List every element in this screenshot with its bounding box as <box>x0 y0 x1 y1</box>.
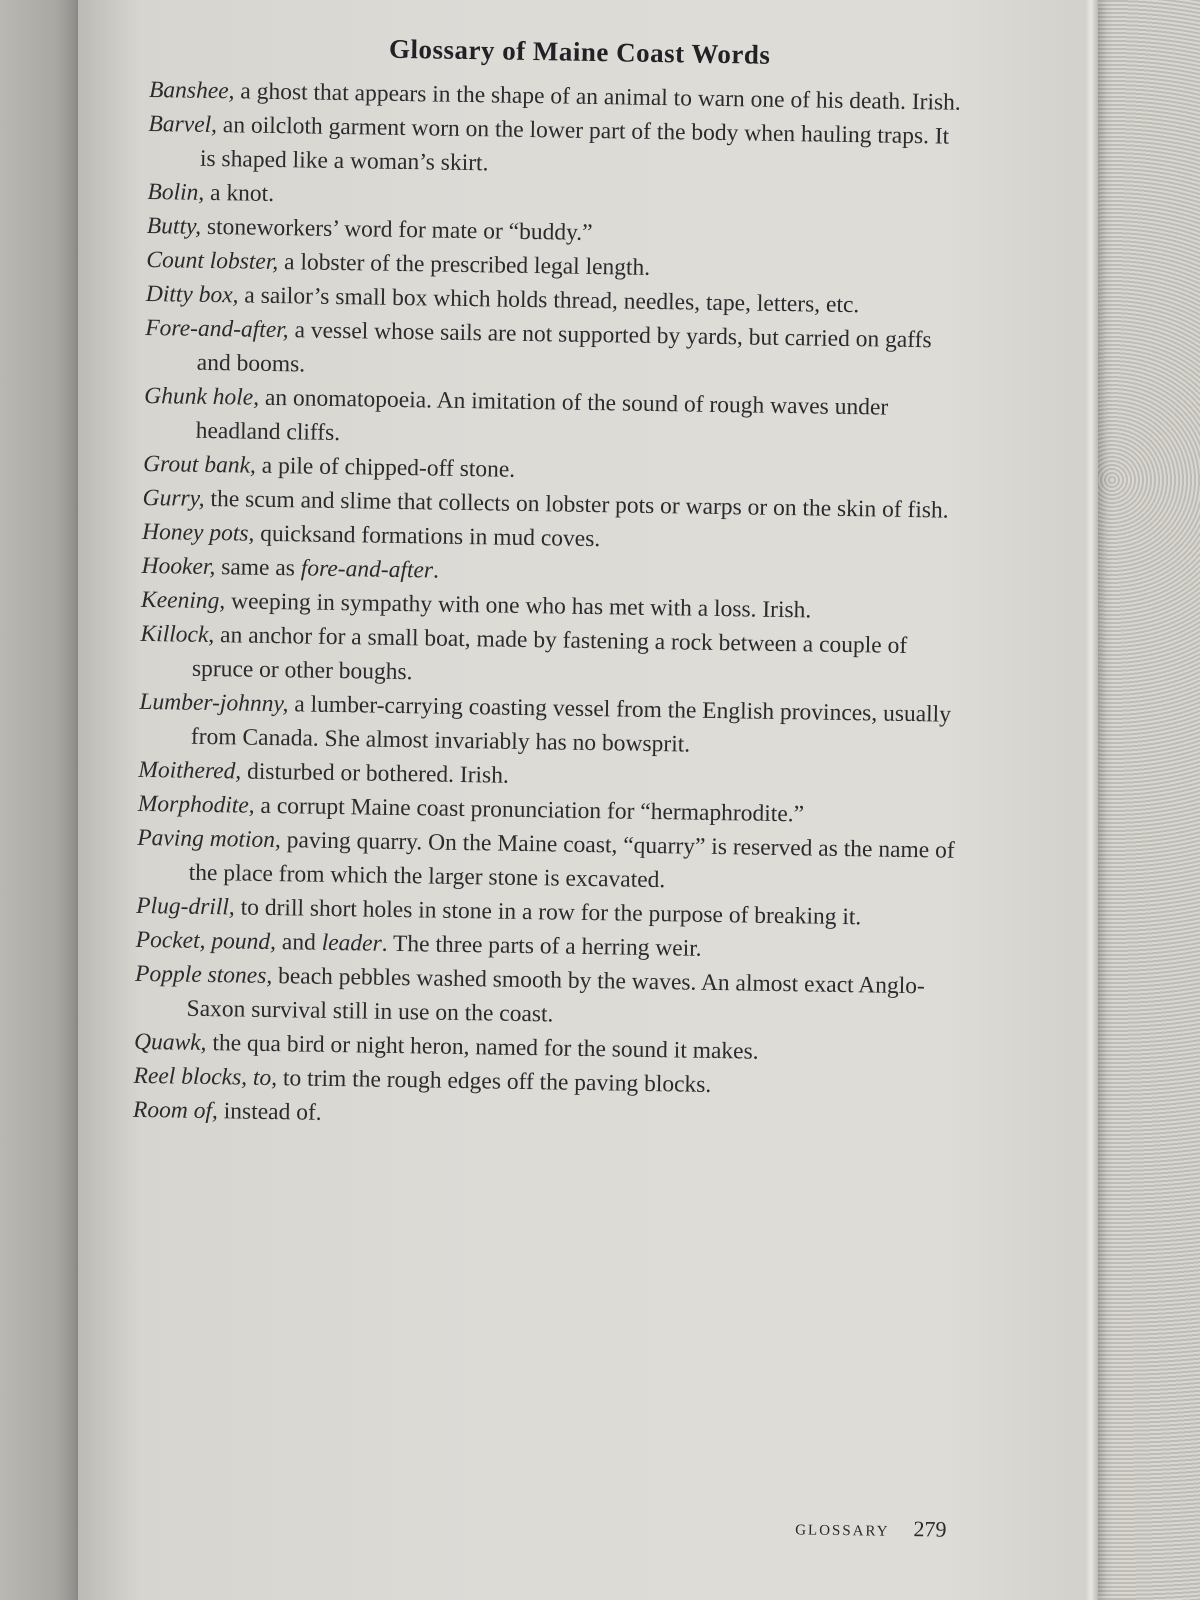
glossary-entry <box>139 685 960 766</box>
entry-term: Pocket, <box>135 926 206 954</box>
entry-definition: an oilcloth garment worn on the lower part of the body when hauling traps. It is shaped like a woman’s skirt. <box>199 112 950 177</box>
entry-term: Reel blocks, to, <box>133 1062 278 1092</box>
entry-term: Lumber-johnny, <box>139 688 289 718</box>
entry-definition: a vessel whose sails are not supported by yards, but carried on gaffs and booms. <box>196 317 932 378</box>
entry-term: Honey pots, <box>141 518 255 547</box>
entry-term: Ghunk hole, <box>144 382 260 411</box>
entry-term: Keening, <box>140 586 226 615</box>
entry-definition: beach pebbles washed smooth by the waves. An almost exact Anglo-Saxon survival still in use on the coast. <box>186 963 925 1028</box>
entry-definition: to drill short holes in stone in a row for the purpose of breaking it. <box>234 894 862 931</box>
entry-definition: same as <box>215 554 302 582</box>
page-title: Glossary of Maine Coast Words <box>388 33 771 70</box>
running-head: GLOSSARY <box>795 1522 890 1540</box>
page-edge <box>1084 0 1098 1600</box>
entry-term: Quawk, <box>133 1028 207 1057</box>
book-page <box>78 0 1098 1600</box>
entry-term: Killock, <box>140 620 215 649</box>
entry-definition: a sailor’s small box which holds thread, needles, tape, letters, etc. <box>238 282 860 319</box>
entry-term: Room of, <box>132 1096 219 1125</box>
entry-definition: a knot. <box>204 179 275 207</box>
entry-term: Moithered, <box>138 756 242 785</box>
entry-definition: the qua bird or night heron, named for the sound it makes. <box>206 1030 759 1065</box>
left-page-gutter <box>0 0 80 1600</box>
glossary-entry <box>134 957 955 1038</box>
entry-term: Bolin, <box>147 178 205 206</box>
entry-definition: quicksand formations in mud coves. <box>254 520 601 553</box>
entry-definition: an onomatopoeia. An imitation of the sound of rough waves under headland cliffs. <box>195 384 889 447</box>
entry-definition: a pile of chipped-off stone. <box>255 452 516 483</box>
entry-definition: weeping in sympathy with one who has met with a loss. Irish. <box>225 588 812 624</box>
entry-term: Gurry, <box>142 484 205 512</box>
entry-term: Hooker, <box>141 552 216 581</box>
entry-definition: a ghost that appears in the shape of an animal to warn one of his death. Irish. <box>234 78 962 116</box>
entry-definition: . The three parts of a herring weir. <box>381 930 702 962</box>
entry-definition: a lobster of the prescribed legal length. <box>278 249 651 281</box>
glossary-list <box>133 73 969 1140</box>
glossary-entry <box>140 617 961 698</box>
entry-term: Grout bank, <box>142 450 257 479</box>
glossary-entry <box>145 311 966 392</box>
entry-definition: and <box>275 929 322 956</box>
glossary-entry <box>137 821 958 902</box>
entry-italic-term: fore-and-after <box>300 555 434 584</box>
entry-term: Popple stones, <box>134 960 273 990</box>
entry-italic-term: pound, <box>211 928 277 956</box>
page-content <box>126 30 969 1543</box>
entry-definition: stoneworkers’ word for mate or “buddy.” <box>200 213 593 246</box>
glossary-entry <box>148 107 969 188</box>
carpet-background <box>1090 0 1200 1600</box>
entry-definition: to trim the rough edges off the paving blocks. <box>276 1065 712 1098</box>
entry-term: Fore-and-after, <box>145 314 289 344</box>
entry-definition: an anchor for a small boat, made by fastening a rock between a couple of spruce or other boughs. <box>191 622 908 686</box>
entry-definition: a lumber-carrying coasting vessel from the English provinces, usually from Canada. She almost invariably has no bowsprit. <box>190 691 952 758</box>
entry-term: Paving motion, <box>137 824 282 854</box>
entry-term: Barvel, <box>148 110 218 139</box>
entry-definition: the scum and slime that collects on lobster pots or warps or on the skin of fish. <box>204 485 949 524</box>
entry-term: Ditty box, <box>145 280 239 309</box>
entry-definition: disturbed or bothered. Irish. <box>241 758 510 789</box>
entry-term: Butty, <box>146 212 202 240</box>
entry-definition: instead of. <box>217 1098 322 1126</box>
entry-term: Morphodite, <box>137 790 255 819</box>
entry-definition: . <box>432 557 440 584</box>
entry-term: Count lobster, <box>146 246 279 276</box>
entry-term: Banshee, <box>148 76 235 105</box>
page-number: 279 <box>913 1516 947 1542</box>
entry-term: Plug-drill, <box>136 892 236 921</box>
page-footer <box>795 1514 947 1542</box>
entry-italic-term: leader <box>321 929 382 957</box>
glossary-entry <box>143 379 964 460</box>
entry-definition: a corrupt Maine coast pronunciation for “hermaphrodite.” <box>254 792 805 828</box>
entry-definition: paving quarry. On the Maine coast, “quarry” is reserved as the name of the place from which the larger stone is excavated. <box>188 827 955 894</box>
